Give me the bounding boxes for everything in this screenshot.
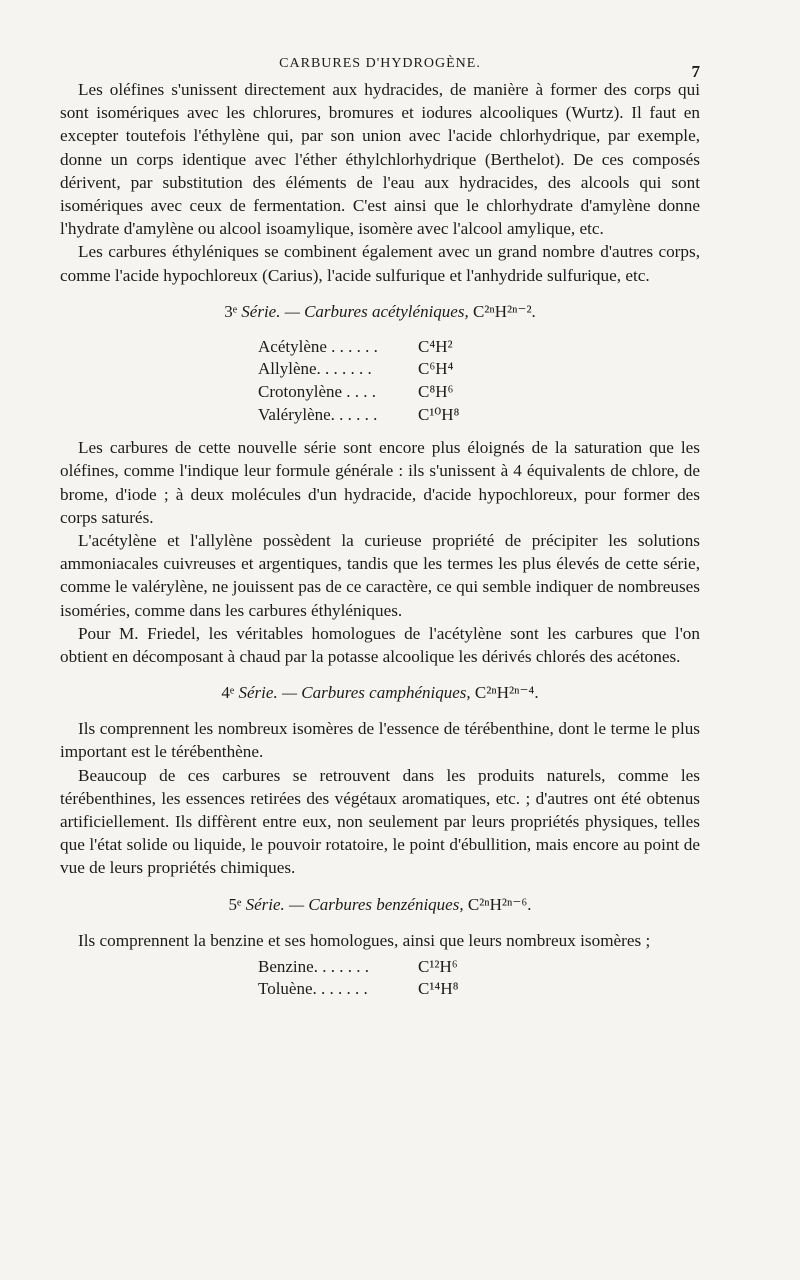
compound-formula: C⁶H⁴ bbox=[418, 359, 454, 379]
compound-formula: C⁸H⁶ bbox=[418, 382, 454, 402]
paragraph-acetylene-allylene: L'acétylène et l'allylène possèdent la curieuse propriété de précipiter les solutions ammoniacales cuivreuses et argentiques, tandis que les termes les plus élevés de cette série, comme le valérylène, ne jouissent pas de ce caractère, ce qui semble indiquer de nombreuses isoméries, comme dans les carbures éthyléniques. bbox=[60, 531, 700, 620]
paragraph-olefines-hydracides: Les oléfines s'unissent directement aux hydracides, de manière à former des corps qui sont isomériques avec les chlorures, bromures et iodures alcooliques (Wurtz). Il faut en excepter toutefois l'éthylène qui, par son union avec l'acide chlorhydrique, par exemple, donne un corps identique avec l'éther éthylchlorhydrique (Berthelot). De ces composés dérivent, par substitution des éléments de l'eau aux hydracides, des alcools qui sont isomériques avec ceux de fermentation. C'est ainsi que le chlorhydrate d'amylène donne l'hydrate d'amylène ou alcool isoamylique, isomère avec l'alcool amylique, etc. bbox=[60, 80, 700, 239]
compound-formula: C¹²H⁶ bbox=[418, 956, 458, 976]
series-5-list bbox=[60, 956, 700, 1001]
running-head bbox=[60, 48, 700, 81]
series-4-heading bbox=[60, 681, 700, 704]
list-item bbox=[60, 956, 700, 979]
series-5-label: Série. — Carbures benzéniques, bbox=[245, 894, 464, 914]
compound-formula: C¹⁰H⁸ bbox=[418, 404, 460, 424]
series-5-number: 5ᵉ bbox=[228, 894, 242, 914]
list-item bbox=[60, 336, 700, 359]
paragraph-ethyleniques-combinaisons: Les carbures éthyléniques se combinent également avec un grand nombre d'autres corps, comme l'acide hypochloreux (Carius), l'acide sulfurique et l'anhydride sulfurique, etc. bbox=[60, 242, 700, 285]
running-title: CARBURES D'HYDROGÈNE. bbox=[279, 56, 481, 71]
page bbox=[60, 48, 700, 1011]
series-4-number: 4ᵉ bbox=[221, 683, 235, 703]
page-number: 7 bbox=[691, 62, 700, 81]
series-3-number: 3ᵉ bbox=[224, 301, 238, 321]
paragraph-saturation: Les carbures de cette nouvelle série sont encore plus éloignés de la saturation que les oléfines, comme l'indique leur formule générale : ils s'unissent à 4 équivalents de chlore, de brome, d'iode ; à deux molécules d'un hydracide, d'acide hypochloreux, pour former des corps saturés. bbox=[60, 438, 700, 527]
series-4-label: Série. — Carbures camphéniques, bbox=[238, 683, 471, 703]
paragraph-friedel: Pour M. Friedel, les véritables homologues de l'acétylène sont les carbures que l'on obtient en décomposant à chaud par la potasse alcoolique les dérivés chlorés des acétones. bbox=[60, 623, 700, 667]
compound-name: Allylène. . . . . . . bbox=[258, 359, 372, 379]
series-4-formula: C²ⁿH²ⁿ⁻⁴. bbox=[474, 683, 539, 703]
series-3-formula: C²ⁿH²ⁿ⁻². bbox=[472, 301, 536, 321]
compound-name: Benzine. . . . . . . bbox=[258, 956, 369, 976]
list-item bbox=[60, 381, 700, 404]
compound-name: Toluène. . . . . . . bbox=[258, 979, 368, 999]
compound-name: Valérylène. . . . . . bbox=[258, 404, 378, 424]
paragraph-benzine: Ils comprennent la benzine et ses homologues, ainsi que leurs nombreux isomères ; bbox=[78, 930, 651, 950]
compound-formula: C¹⁴H⁸ bbox=[418, 979, 459, 999]
list-item bbox=[60, 978, 700, 1001]
compound-name: Crotonylène . . . . bbox=[258, 382, 377, 402]
list-item bbox=[60, 358, 700, 381]
compound-formula: C⁴H² bbox=[418, 336, 453, 356]
compound-name: Acétylène . . . . . . bbox=[258, 336, 378, 356]
paragraph-terebenthine: Ils comprennent les nombreux isomères de l'essence de térébenthine, dont le terme le plus important est le térébenthène. bbox=[60, 719, 700, 762]
paragraph-produits-naturels: Beaucoup de ces carbures se retrouvent dans les produits naturels, comme les térébenthines, les essences retirées des végétaux aromatiques, etc. ; d'autres ont été obtenus artificiellement. Ils diffèrent entre eux, non seulement par leurs propriétés physiques, telles que l'état solide ou liquide, le pouvoir rotatoire, le point d'ébullition, mais encore au point de vue de leurs propriétés chimiques. bbox=[60, 765, 700, 878]
series-3-list bbox=[60, 336, 700, 426]
series-3-heading bbox=[60, 300, 700, 323]
series-3-label: Série. — Carbures acétyléniques, bbox=[241, 301, 469, 321]
series-5-formula: C²ⁿH²ⁿ⁻⁶. bbox=[467, 894, 532, 914]
series-5-heading bbox=[60, 893, 700, 916]
list-item bbox=[60, 404, 700, 427]
